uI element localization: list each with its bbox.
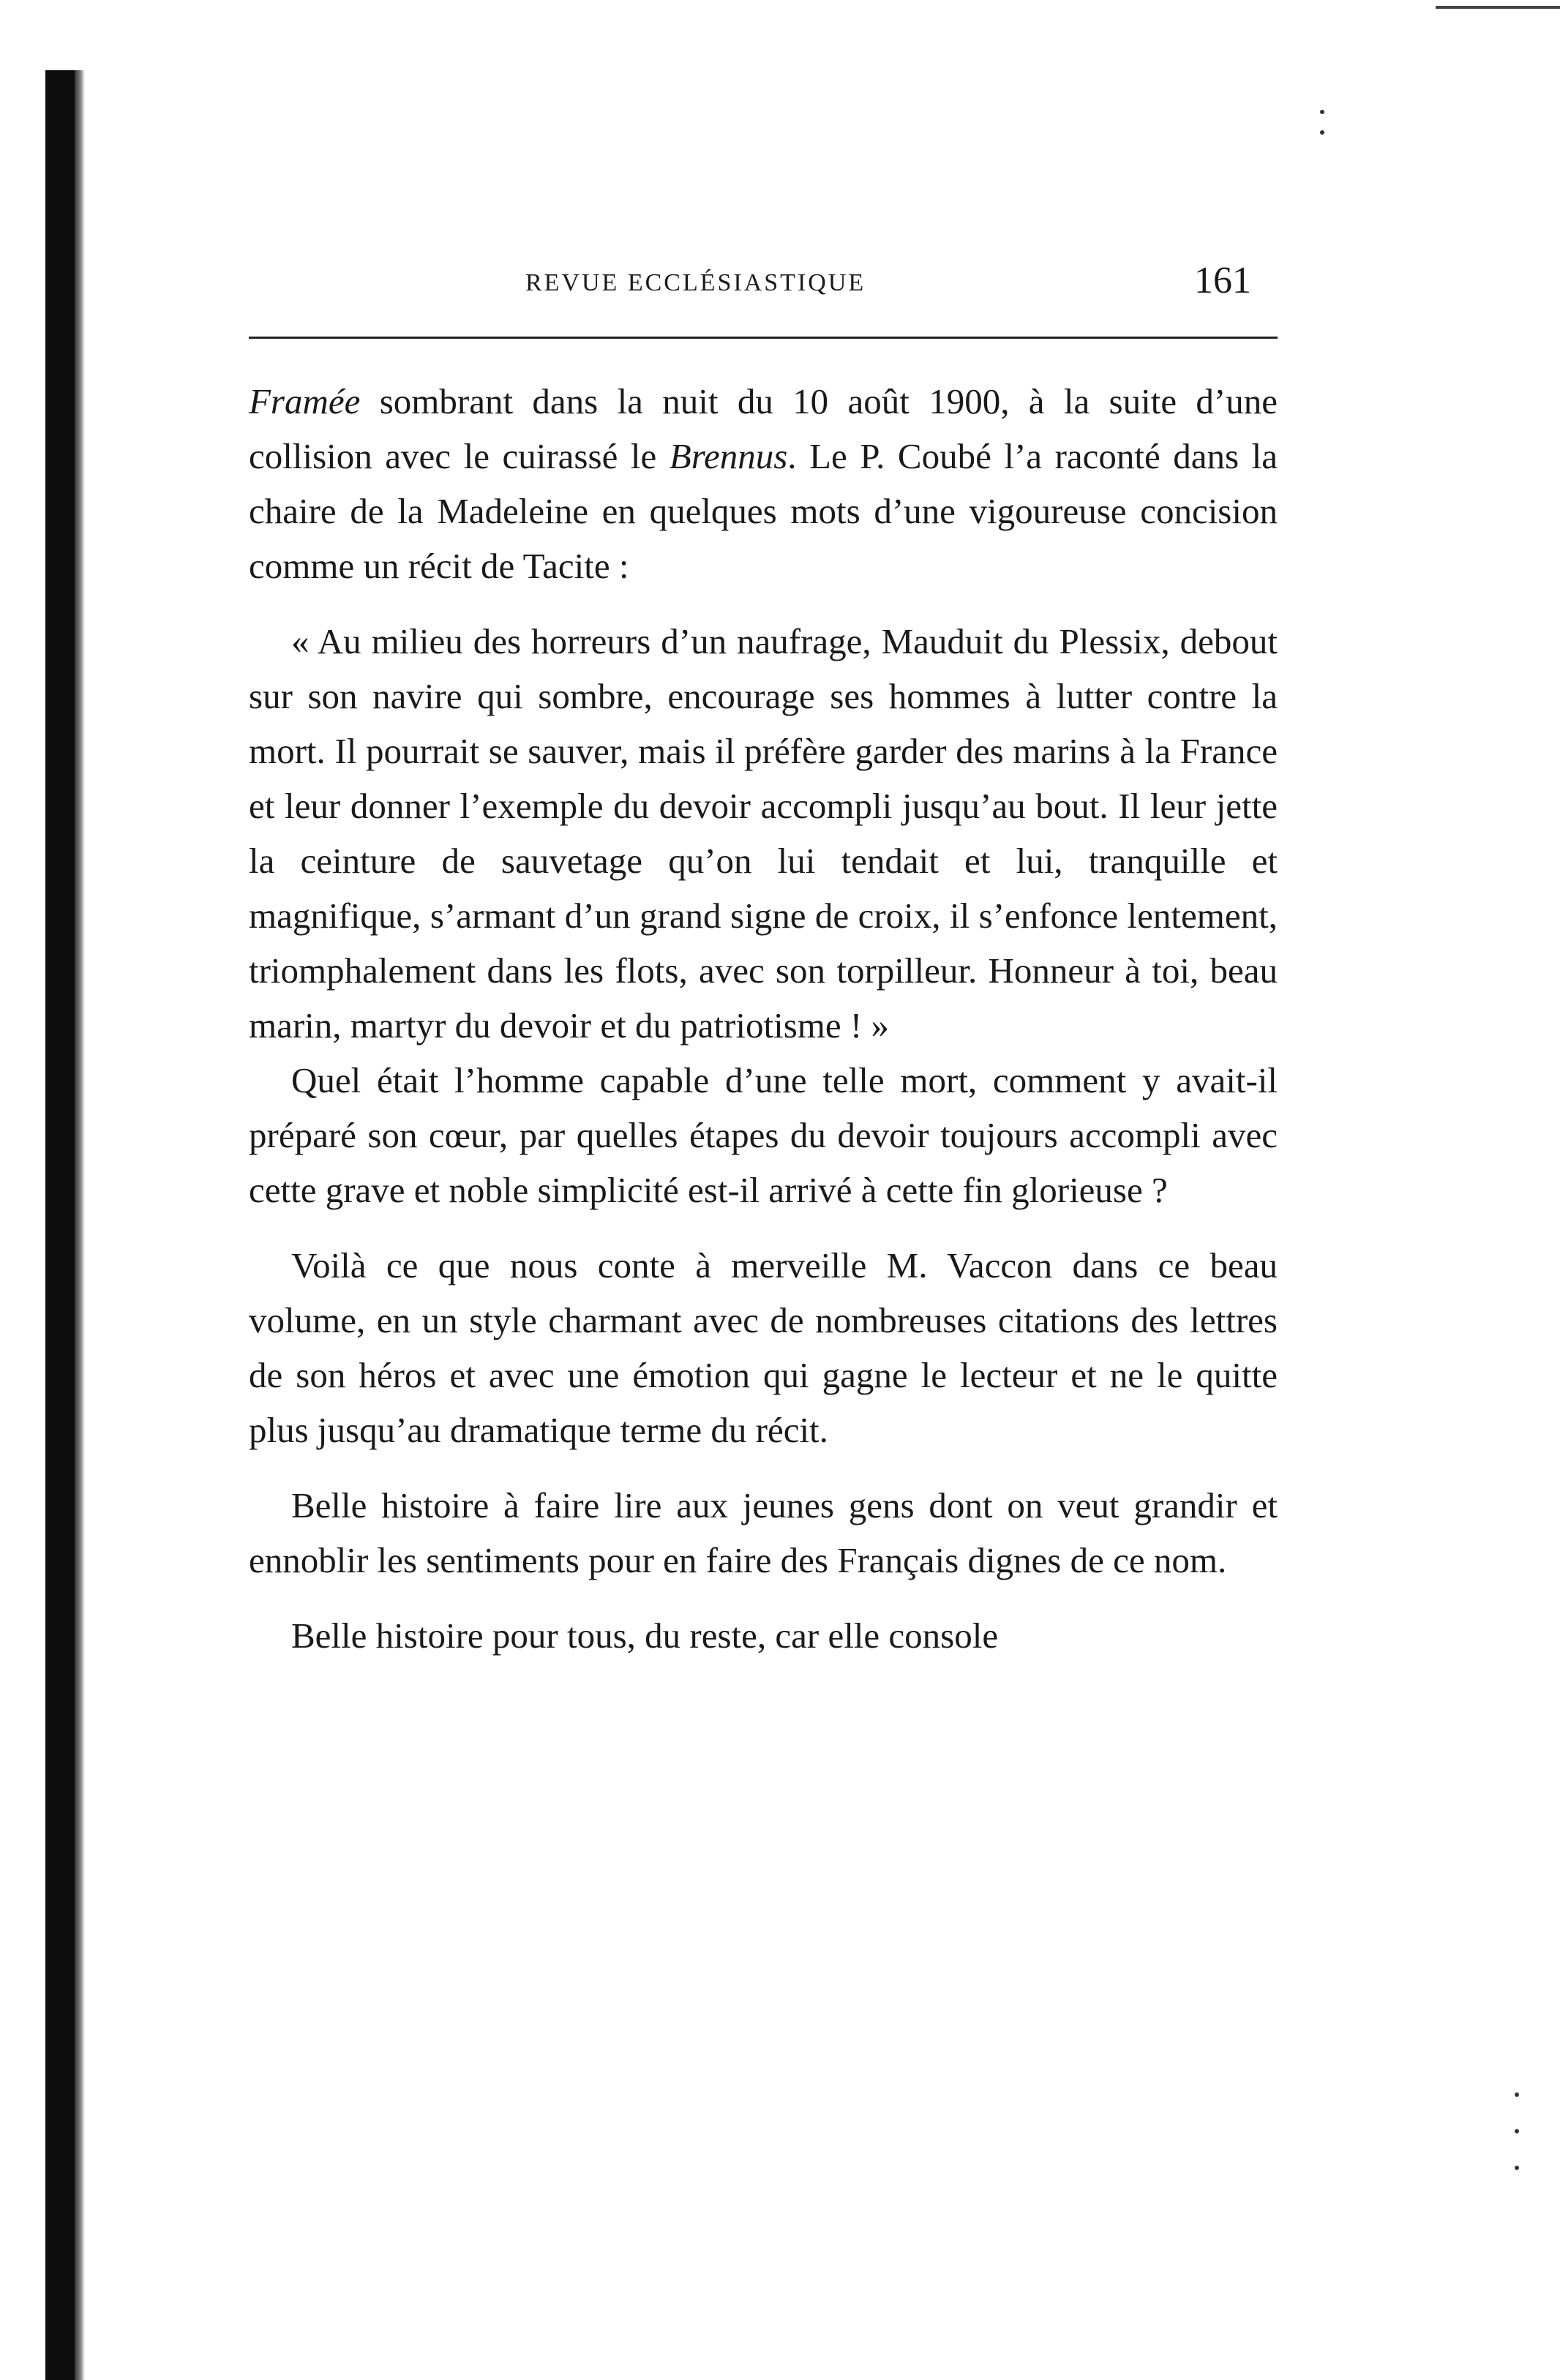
paragraph-text: . Le P. Coubé l’a raconté dans la chaire de la Madeleine en quelques mots d’une vigoureuse concision comme un récit de Tacite : (249, 436, 1278, 586)
header-rule (249, 337, 1278, 339)
binding-shadow (75, 70, 85, 2380)
specks (1515, 2166, 1519, 2170)
italic-word: Framée (249, 381, 361, 421)
specks (1320, 130, 1324, 135)
running-title: REVUE ECCLÉSIASTIQUE (525, 269, 866, 296)
page (249, 256, 1278, 1663)
paragraph: Belle histoire pour tous, du reste, car elle console (291, 1615, 999, 1656)
paragraph: Voilà ce que nous conte à merveille M. Vaccon dans ce beau volume, en un style charmant avec de nombreuses citations des lettres de son héros et avec une émotion qui gagne le lecteur et ne le quitte plus jusqu’au dramatique terme du récit. (249, 1245, 1278, 1450)
top-rule (1436, 6, 1560, 9)
italic-ship-name: Brennus (669, 436, 788, 476)
binding-edge (45, 70, 75, 2380)
quote-paragraph: « Au milieu des horreurs d’un naufrage, Mauduit du Plessix, debout sur son navire qui sombre, encourage ses hommes à lutter contre la mort. Il pourrait se sauver, mais il préfère garder des marins à la France et leur donner l’exemple du devoir accompli jusqu’au bout. Il leur jette la ceinture de sauvetage qu’on lui tendait et lui, tranquille et magnifique, s’armant d’un grand signe de croix, il s’enfonce lentement, triomphalement dans les flots, avec son torpilleur. Honneur à toi, beau marin, martyr du devoir et du patriotisme ! » (249, 621, 1278, 1046)
body-text (249, 374, 1278, 1663)
specks (1515, 2092, 1519, 2097)
specks (1515, 2129, 1519, 2133)
specks (1320, 110, 1324, 114)
running-head (249, 256, 1278, 307)
paragraph-text: sombrant dans la nuit du 10 août 1900, à la suite d’une collision avec le cuirassé le (249, 381, 1278, 476)
paragraph (249, 374, 1278, 593)
paragraph: Belle histoire à faire lire aux jeunes gens dont on veut grandir et ennoblir les sentiments pour en faire des Français dignes de ce nom. (249, 1485, 1278, 1580)
paragraph: Quel était l’homme capable d’une telle mort, comment y avait-il préparé son cœur, par quelles étapes du devoir toujours accompli avec cette grave et noble simplicité est-il arrivé à cette fin glorieuse ? (249, 1060, 1278, 1210)
page-number: 161 (1194, 260, 1251, 301)
